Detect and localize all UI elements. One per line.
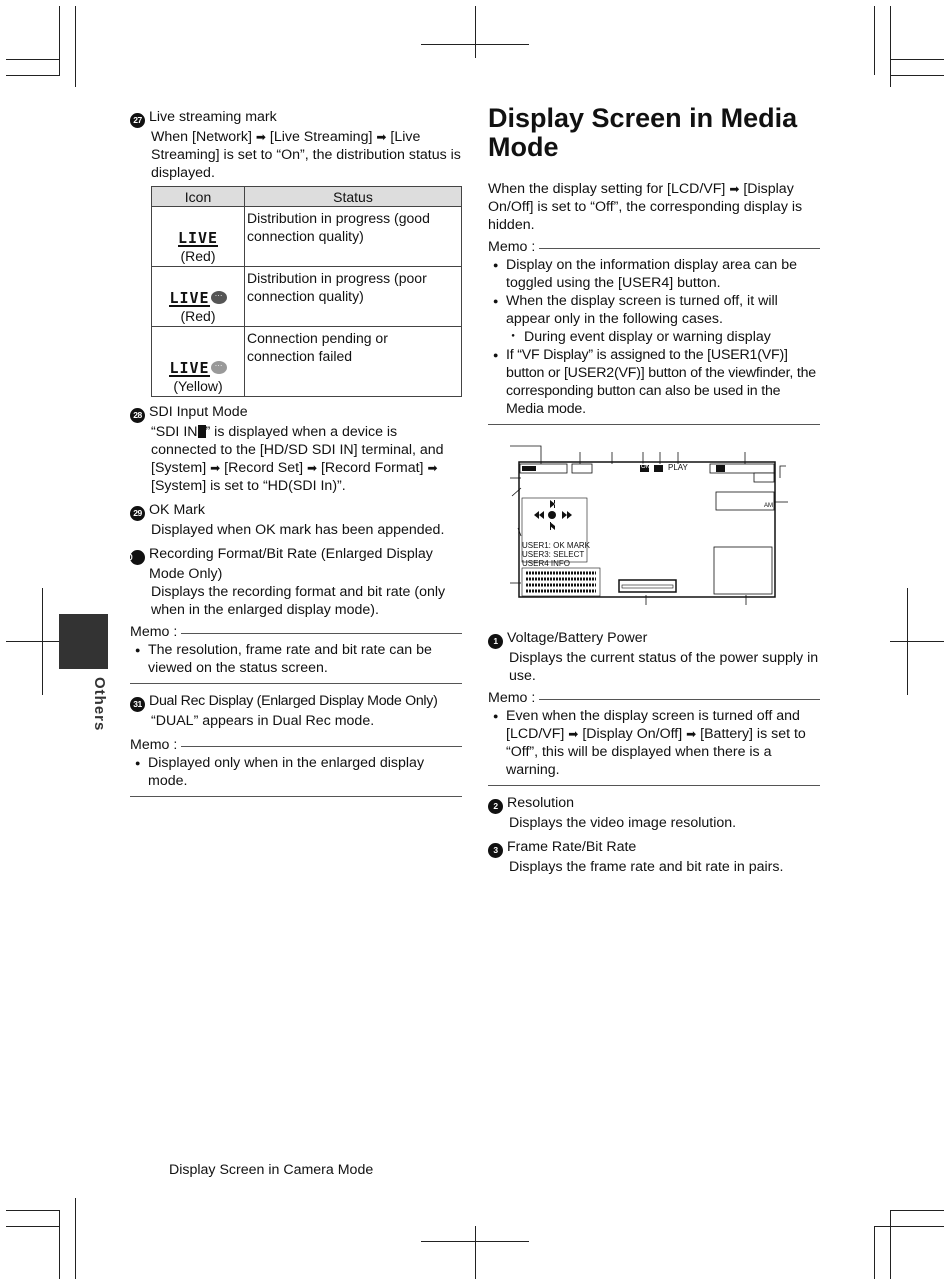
icon-color-label: (Yellow)	[173, 378, 223, 394]
status-text: Distribution in progress (poor connection quality)	[245, 267, 462, 327]
item-30-body: Displays the recording format and bit rate (only when in the enlarged display mode).	[151, 584, 446, 618]
user3-label: USER3: SELECT	[522, 550, 585, 559]
item-28-body-2: ” is displayed when a device is connected to the [HD/SD SDI IN] terminal, and [System]	[151, 424, 444, 476]
intro-text	[488, 180, 820, 234]
memo-item: ● When the display screen is turned off, it will appear only in the following cases.	[488, 292, 820, 328]
item-31	[130, 692, 462, 730]
right-column	[488, 104, 820, 433]
page-footer: Display Screen in Camera Mode	[169, 1162, 374, 1178]
table-row	[152, 267, 462, 327]
memo-item: ● Displayed only when in the enlarged display mode.	[130, 754, 462, 790]
item-2-title: Resolution	[507, 795, 575, 811]
speech-bubble-icon: ···	[211, 361, 227, 374]
live-icon: LIVE	[177, 229, 219, 247]
memo-label: Memo :	[488, 239, 536, 255]
item-31-body: “DUAL” appears in Dual Rec mode.	[151, 713, 375, 729]
icon-color-label: (Red)	[180, 248, 216, 264]
item-28-body-5: [System] is set to “HD(SDI In)”.	[151, 478, 346, 494]
status-text: Connection pending or connection failed	[245, 327, 462, 397]
arrow-icon: ➡	[729, 182, 740, 196]
page-title: Display Screen in Media Mode	[488, 103, 798, 162]
item-28-title: SDI Input Mode	[149, 404, 248, 420]
item-28	[130, 403, 462, 495]
item-27-body-2: [Live Streaming]	[269, 129, 373, 145]
item-1	[488, 629, 820, 685]
live-icon: LIVE	[169, 359, 210, 377]
item-31-title: Dual Rec Display (Enlarged Display Mode Only)	[149, 693, 438, 709]
item-30-title: Recording Format/Bit Rate (Enlarged Display Mode Only)	[149, 546, 433, 582]
memo-block-1	[130, 623, 462, 684]
table-header-icon: Icon	[152, 187, 245, 207]
item-28-body-3: [Record Set]	[224, 460, 304, 476]
intro-2: [Display On/Off] is set to “Off”, the corresponding display is hidden.	[488, 181, 803, 233]
ok-badge: OK	[641, 464, 650, 470]
media-mode-display-diagram	[508, 440, 790, 610]
item-30	[123, 545, 462, 619]
memo-text-2: [Display On/Off]	[582, 726, 683, 742]
arrow-icon: ➡	[210, 461, 221, 475]
play-label: PLAY	[668, 463, 688, 472]
item-number-27: 27	[130, 113, 145, 128]
item-number-3: 3	[488, 843, 503, 858]
memo-block-4	[488, 689, 820, 786]
memo-text-1: Even when the display screen is turned off and [LCD/VF]	[506, 708, 800, 742]
arrow-icon: ➡	[306, 461, 318, 475]
item-3-title: Frame Rate/Bit Rate	[507, 839, 637, 855]
item-28-body-1: “SDI IN	[151, 424, 198, 440]
item-number-31: 31	[130, 697, 145, 712]
memo-block-2	[130, 736, 462, 797]
right-column-lower	[488, 629, 820, 876]
item-29	[130, 501, 462, 539]
sdi-l-icon	[198, 425, 206, 438]
intro-1: When the display setting for [LCD/VF]	[488, 181, 726, 197]
item-29-title: OK Mark	[149, 502, 205, 518]
item-27	[130, 108, 462, 397]
item-number-1: 1	[488, 634, 503, 649]
section-tab	[59, 614, 108, 669]
memo-item: ● If “VF Display” is assigned to the [USER1(VF)] button or [USER2(VF)] button of the viewfinder, the corresponding button can also be used in the Media mode.	[488, 346, 820, 418]
memo-item: ● Display on the information display area can be toggled using the [USER4] button.	[488, 256, 820, 292]
memo-item	[488, 707, 820, 779]
item-number-28: 28	[130, 408, 145, 423]
arrow-icon: ➡	[568, 727, 579, 741]
live-status-table	[151, 186, 462, 397]
section-tab-label: Others	[91, 677, 108, 732]
memo-label: Memo :	[130, 624, 178, 640]
user1-label: USER1: OK MARK	[522, 541, 591, 550]
item-27-body-1: When [Network]	[151, 129, 252, 145]
arrow-icon: ➡	[255, 130, 266, 144]
memo-block-3	[488, 238, 820, 425]
memo-text-3: [Battery] is set to “Off”, this will be displayed when there is a warning.	[506, 726, 806, 778]
left-column	[123, 108, 462, 805]
arrow-icon: ➡	[376, 130, 387, 144]
item-number-29: 29	[130, 506, 145, 521]
arrow-icon: ➡	[686, 727, 697, 741]
item-27-title: Live streaming mark	[149, 109, 277, 125]
item-number-30: 30	[130, 550, 145, 565]
item-27-body-3: [Live Streaming] is set to “On”, the distribution status is displayed.	[151, 129, 461, 181]
item-3	[488, 838, 820, 876]
icon-color-label: (Red)	[180, 308, 216, 324]
item-1-title: Voltage/Battery Power	[507, 630, 648, 646]
live-icon: LIVE	[169, 289, 210, 307]
table-row	[152, 207, 462, 267]
user4-label: USER4 INFO	[522, 559, 571, 568]
status-text: Distribution in progress (good connection quality)	[245, 207, 462, 267]
memo-label: Memo :	[130, 737, 178, 753]
item-1-body: Displays the current status of the power supply in use.	[509, 650, 819, 684]
memo-item: ● The resolution, frame rate and bit rate can be viewed on the status screen.	[130, 641, 462, 677]
item-28-body-4: [Record Format]	[320, 460, 424, 476]
memo-sub-item: ・ During event display or warning display	[506, 328, 820, 346]
item-2	[488, 794, 820, 832]
memo-label: Memo :	[488, 690, 536, 706]
am-label: AM	[764, 503, 773, 509]
table-header-status: Status	[245, 187, 462, 207]
table-row	[152, 327, 462, 397]
item-number-2: 2	[488, 799, 503, 814]
item-3-body: Displays the frame rate and bit rate in pairs.	[509, 859, 784, 875]
arrow-icon: ➡	[427, 461, 438, 475]
item-2-body: Displays the video image resolution.	[509, 815, 737, 831]
item-29-body: Displayed when OK mark has been appended.	[151, 522, 445, 538]
speech-bubble-icon: ···	[211, 291, 227, 304]
